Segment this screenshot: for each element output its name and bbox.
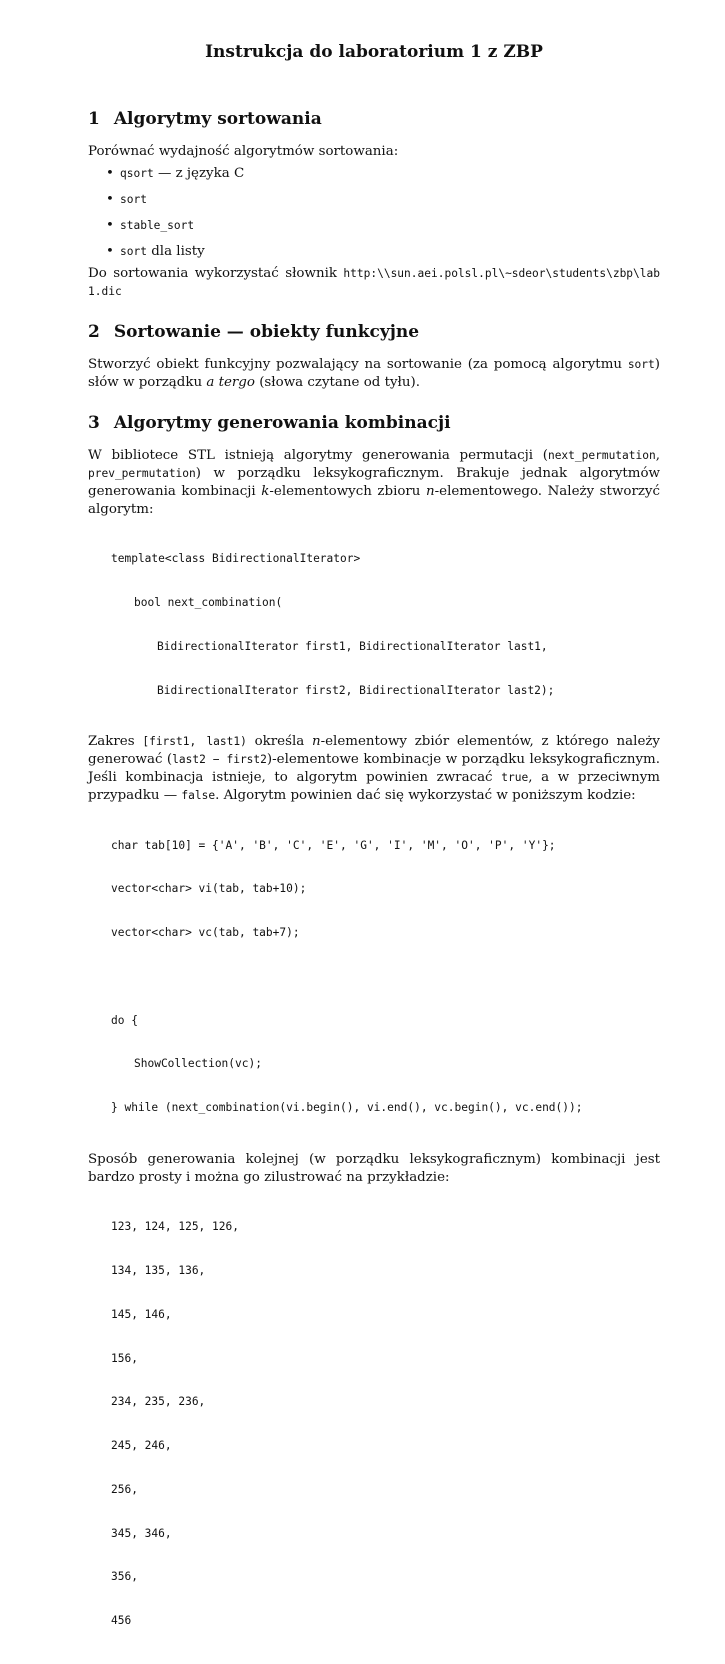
code-line: ShowCollection(vc); — [134, 1057, 262, 1071]
section-title: Algorytmy sortowania — [113, 109, 322, 129]
dictionary-url: http:\\sun.aei.polsl.pl\~sdeor\students\zbp\lab1.dic — [88, 267, 660, 298]
section-number: 1 — [88, 109, 100, 129]
example-line: 245, 246, — [111, 1439, 172, 1453]
list-item: • stable_sort — [106, 217, 660, 235]
code-line: BidirectionalIterator first1, BidirectionalIterator last1, — [157, 639, 548, 653]
section-3-paragraph-1: W bibliotece STL istnieją algorytmy generowania permutacji (next_permutation, prev_permutation) w porządku leksykograficznym. Brakuje jednak algorytmów generowania kombinacji k-elementowych zbioru n-elementowego. Należy stworzyć algorytm: — [88, 448, 660, 517]
combination-example — [111, 1191, 660, 1658]
code-line: do { — [111, 1013, 138, 1027]
sort-algorithms-list — [88, 165, 660, 261]
example-line: 123, 124, 125, 126, — [111, 1220, 239, 1234]
list-item: • sort — [106, 191, 660, 209]
section-1-heading — [88, 109, 660, 129]
section-2-paragraph: Stworzyć obiekt funkcyjny pozwalający na sortowanie (za pomocą algorytmu sort) słów w porządku a tergo (słowa czytane od tyłu). — [88, 357, 660, 390]
dictionary-paragraph: Do sortowania wykorzystać słownik http:\\sun.aei.polsl.pl\~sdeor\students\zbp\lab1.dic — [88, 266, 660, 298]
document-page — [88, 36, 660, 1664]
code-line: vector<char> vc(tab, tab+7); — [111, 926, 300, 940]
section-3-paragraph-3: Sposób generowania kolejnej (w porządku leksykograficznym) kombinacji jest bardzo prosty i można go zilustrować na przykładzie: — [88, 1151, 660, 1185]
section-number: 2 — [88, 322, 100, 342]
code-line: bool next_combination( — [134, 595, 283, 609]
section-title: Sortowanie — obiekty funkcyjne — [113, 322, 420, 342]
code-line — [111, 970, 660, 985]
document-title: Instrukcja do laboratorium 1 z ZBP — [205, 42, 543, 62]
code-line: vector<char> vi(tab, tab+10); — [111, 882, 307, 896]
code-line: template<class BidirectionalIterator> — [111, 552, 361, 566]
code-line: } while (next_combination(vi.begin(), vi.end(), vc.begin(), vc.end()); — [111, 1101, 583, 1115]
code-line: char tab[10] = {'A', 'B', 'C', 'E', 'G', 'I', 'M', 'O', 'P', 'Y'}; — [111, 838, 556, 852]
list-item: • sort dla listy — [106, 243, 660, 261]
list-item: • qsort — z języka C — [106, 165, 660, 183]
example-line: 156, — [111, 1351, 138, 1365]
section-1-intro: Porównać wydajność algorytmów sortowania: — [88, 144, 399, 159]
example-line: 345, 346, — [111, 1526, 172, 1540]
example-line: 256, — [111, 1482, 138, 1496]
example-line: 356, — [111, 1570, 138, 1584]
example-line: 456 — [111, 1614, 132, 1628]
section-number: 3 — [88, 413, 100, 433]
example-line: 134, 135, 136, — [111, 1263, 206, 1277]
section-3-heading — [88, 413, 660, 433]
section-3-paragraph-2: Zakres [first1, last1) określa n-elementowy zbiór elementów, z którego należy generować (last2 − first2)-elementowe kombinacje w porządku leksykograficznym. Jeśli kombinacja istnieje, to algorytm powinien zwracać true, a w przeciwnym przypadku — false. Algorytm powinien dać się wykorzystać w poniższym kodzie: — [88, 734, 661, 804]
section-2-heading — [88, 322, 660, 342]
example-line: 234, 235, 236, — [111, 1395, 206, 1409]
code-block-signature — [111, 523, 660, 727]
code-block-usage — [111, 809, 660, 1145]
code-line: BidirectionalIterator first2, BidirectionalIterator last2); — [157, 683, 555, 697]
section-title: Algorytmy generowania kombinacji — [113, 413, 451, 433]
example-line: 145, 146, — [111, 1307, 172, 1321]
